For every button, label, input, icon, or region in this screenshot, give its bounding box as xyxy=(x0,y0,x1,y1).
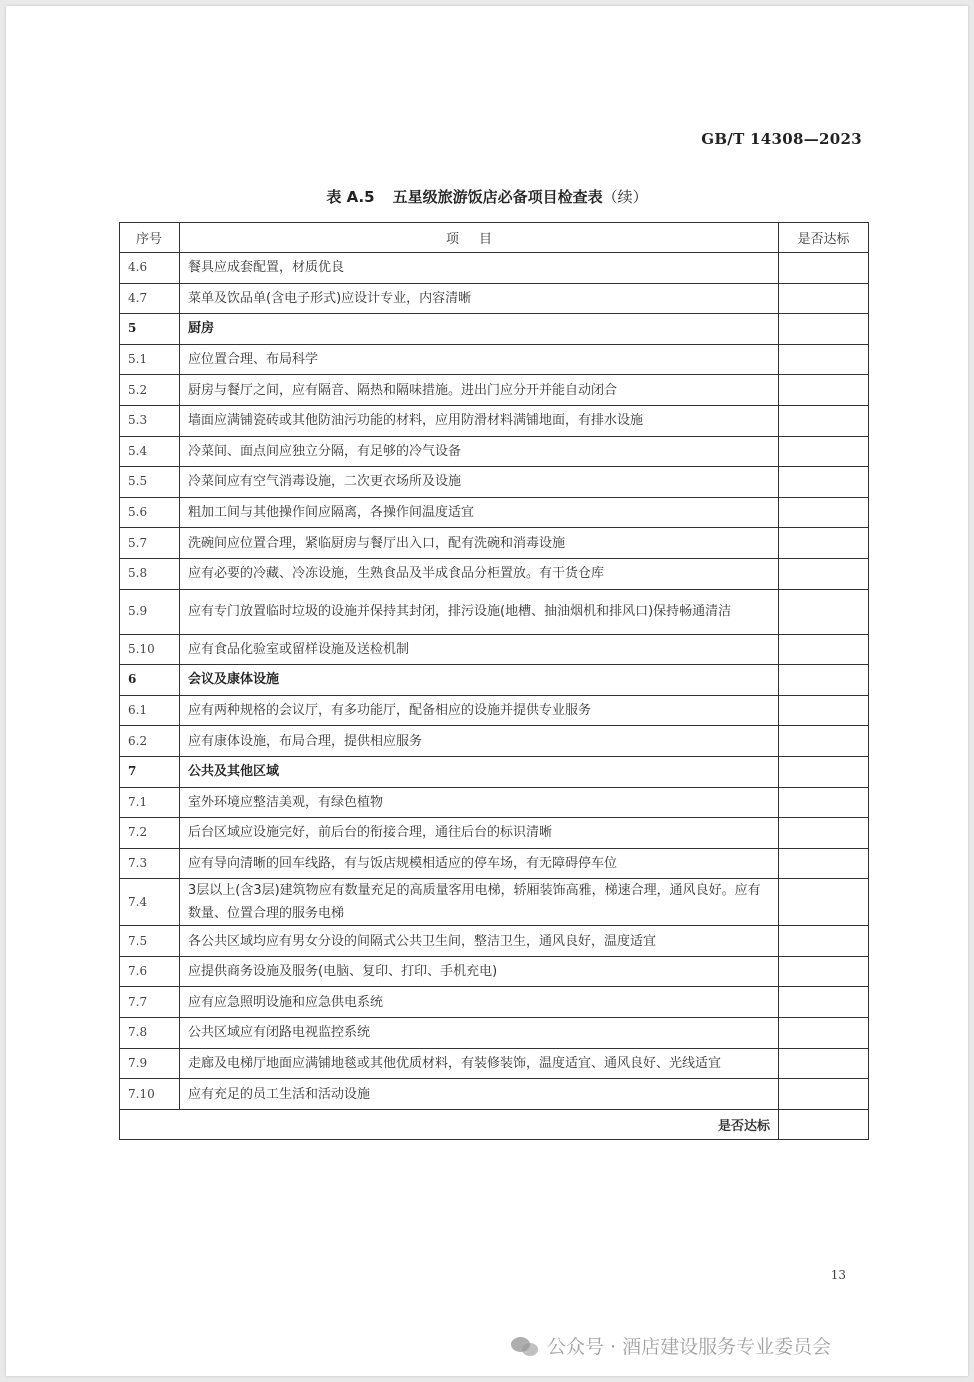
row-pass-cell xyxy=(779,436,869,467)
row-pass-cell xyxy=(779,634,869,665)
table-row xyxy=(120,956,869,987)
table-title-label: 表 A.5 xyxy=(326,188,375,206)
table-title-main: 五星级旅游饭店必备项目检查表 xyxy=(392,188,603,206)
table-header-row xyxy=(120,223,869,253)
row-pass-cell xyxy=(779,756,869,787)
row-item-text: 应有专门放置临时垃圾的设施并保持其封闭，排污设施(地槽、抽油烟机和排风口)保持畅通清洁 xyxy=(180,589,779,634)
row-pass-cell xyxy=(779,283,869,314)
table-row xyxy=(120,987,869,1018)
row-item-text: 应有应急照明设施和应急供电系统 xyxy=(180,987,779,1018)
table-footer-row xyxy=(120,1109,869,1139)
table-row xyxy=(120,818,869,849)
row-number: 7.2 xyxy=(120,818,180,849)
row-number: 5.5 xyxy=(120,467,180,498)
row-pass-cell xyxy=(779,818,869,849)
table-row xyxy=(120,1048,869,1079)
row-number: 5.6 xyxy=(120,497,180,528)
row-number: 7.10 xyxy=(120,1079,180,1110)
row-number: 7.6 xyxy=(120,956,180,987)
table-title-suffix: （续） xyxy=(602,188,648,206)
row-item-text: 3层以上(含3层)建筑物应有数量充足的高质量客用电梯，轿厢装饰高雅，梯速合理，通风良好。应有数量、位置合理的服务电梯 xyxy=(180,879,779,926)
row-number: 5 xyxy=(120,314,180,345)
table-row xyxy=(120,253,869,284)
row-number: 5.3 xyxy=(120,405,180,436)
table-row xyxy=(120,497,869,528)
column-header-item: 项目 xyxy=(180,223,779,253)
table-row xyxy=(120,1018,869,1049)
row-pass-cell xyxy=(779,1048,869,1079)
table-section-row xyxy=(120,314,869,345)
table-title xyxy=(6,186,968,207)
row-number: 5.9 xyxy=(120,589,180,634)
row-number: 7.3 xyxy=(120,848,180,879)
row-item-text: 后台区域应设施完好，前后台的衔接合理，通往后台的标识清晰 xyxy=(180,818,779,849)
watermark-text: 公众号 · 酒店建设服务专业委员会 xyxy=(547,1336,832,1358)
table-row xyxy=(120,695,869,726)
row-item-text: 室外环境应整洁美观，有绿色植物 xyxy=(180,787,779,818)
row-item-text: 应提供商务设施及服务(电脑、复印、打印、手机充电) xyxy=(180,956,779,987)
row-pass-cell xyxy=(779,879,869,926)
row-item-text: 应有两种规格的会议厅，有多功能厅，配备相应的设施并提供专业服务 xyxy=(180,695,779,726)
standard-code: GB/T 14308—2023 xyxy=(701,130,862,148)
row-item-text: 公共区域应有闭路电视监控系统 xyxy=(180,1018,779,1049)
row-item-text: 应有康体设施，布局合理，提供相应服务 xyxy=(180,726,779,757)
table-row xyxy=(120,848,869,879)
table-row xyxy=(120,879,869,926)
row-item-text: 菜单及饮品单(含电子形式)应设计专业，内容清晰 xyxy=(180,283,779,314)
table-row xyxy=(120,726,869,757)
row-pass-cell xyxy=(779,848,869,879)
row-pass-cell xyxy=(779,528,869,559)
row-number: 7.9 xyxy=(120,1048,180,1079)
row-pass-cell xyxy=(779,665,869,696)
row-item-text: 应有导向清晰的回车线路，有与饭店规模相适应的停车场，有无障碍停车位 xyxy=(180,848,779,879)
table-row xyxy=(120,344,869,375)
row-number: 5.1 xyxy=(120,344,180,375)
row-pass-cell xyxy=(779,558,869,589)
table-row xyxy=(120,634,869,665)
row-number: 5.8 xyxy=(120,558,180,589)
row-item-text: 墙面应满铺瓷砖或其他防油污功能的材料，应用防滑材料满铺地面，有排水设施 xyxy=(180,405,779,436)
table-row xyxy=(120,405,869,436)
table-row xyxy=(120,467,869,498)
row-pass-cell xyxy=(779,956,869,987)
row-pass-cell xyxy=(779,314,869,345)
column-header-num: 序号 xyxy=(120,223,180,253)
row-pass-cell xyxy=(779,1018,869,1049)
row-number: 5.7 xyxy=(120,528,180,559)
row-item-text: 应有必要的冷藏、冷冻设施，生熟食品及半成食品分柜置放。有干货仓库 xyxy=(180,558,779,589)
row-number: 7.4 xyxy=(120,879,180,926)
row-number: 5.4 xyxy=(120,436,180,467)
row-pass-cell xyxy=(779,987,869,1018)
row-number: 6.2 xyxy=(120,726,180,757)
row-item-text: 会议及康体设施 xyxy=(180,665,779,696)
table-row xyxy=(120,528,869,559)
table-row xyxy=(120,375,869,406)
row-number: 5.2 xyxy=(120,375,180,406)
row-number: 4.7 xyxy=(120,283,180,314)
watermark xyxy=(511,1332,831,1359)
row-number: 7.5 xyxy=(120,926,180,957)
footer-pass-cell xyxy=(779,1109,869,1139)
row-item-text: 粗加工间与其他操作间应隔离，各操作间温度适宜 xyxy=(180,497,779,528)
checklist-table xyxy=(119,222,869,1140)
row-item-text: 应有充足的员工生活和活动设施 xyxy=(180,1079,779,1110)
footer-pass-label: 是否达标 xyxy=(120,1109,779,1139)
row-pass-cell xyxy=(779,375,869,406)
row-item-text: 厨房与餐厅之间，应有隔音、隔热和隔味措施。进出门应分开并能自动闭合 xyxy=(180,375,779,406)
table-row xyxy=(120,436,869,467)
row-number: 6.1 xyxy=(120,695,180,726)
row-number: 7.8 xyxy=(120,1018,180,1049)
table-row xyxy=(120,558,869,589)
row-number: 7.1 xyxy=(120,787,180,818)
row-number: 4.6 xyxy=(120,253,180,284)
row-pass-cell xyxy=(779,589,869,634)
row-item-text: 洗碗间应位置合理，紧临厨房与餐厅出入口，配有洗碗和消毒设施 xyxy=(180,528,779,559)
row-item-text: 应位置合理、布局科学 xyxy=(180,344,779,375)
row-pass-cell xyxy=(779,726,869,757)
table-row xyxy=(120,589,869,634)
row-item-text: 冷菜间、面点间应独立分隔，有足够的冷气设备 xyxy=(180,436,779,467)
document-page xyxy=(6,6,968,1376)
row-number: 6 xyxy=(120,665,180,696)
row-item-text: 餐具应成套配置，材质优良 xyxy=(180,253,779,284)
row-item-text: 公共及其他区域 xyxy=(180,756,779,787)
row-pass-cell xyxy=(779,926,869,957)
row-item-text: 冷菜间应有空气消毒设施，二次更衣场所及设施 xyxy=(180,467,779,498)
table-row xyxy=(120,283,869,314)
table-row xyxy=(120,1079,869,1110)
row-number: 7 xyxy=(120,756,180,787)
row-item-text: 厨房 xyxy=(180,314,779,345)
row-pass-cell xyxy=(779,1079,869,1110)
table-section-row xyxy=(120,665,869,696)
table-row xyxy=(120,926,869,957)
row-item-text: 应有食品化验室或留样设施及送检机制 xyxy=(180,634,779,665)
row-number: 7.7 xyxy=(120,987,180,1018)
row-item-text: 走廊及电梯厅地面应满铺地毯或其他优质材料，有装修装饰，温度适宜、通风良好、光线适宜 xyxy=(180,1048,779,1079)
wechat-icon xyxy=(511,1335,539,1357)
row-pass-cell xyxy=(779,405,869,436)
row-pass-cell xyxy=(779,695,869,726)
row-pass-cell xyxy=(779,497,869,528)
row-number: 5.10 xyxy=(120,634,180,665)
row-pass-cell xyxy=(779,253,869,284)
row-pass-cell xyxy=(779,344,869,375)
page-number: 13 xyxy=(830,1268,846,1282)
table-section-row xyxy=(120,756,869,787)
table-body xyxy=(120,253,869,1110)
row-pass-cell xyxy=(779,787,869,818)
row-pass-cell xyxy=(779,467,869,498)
table-row xyxy=(120,787,869,818)
column-header-pass: 是否达标 xyxy=(779,223,869,253)
row-item-text: 各公共区域均应有男女分设的间隔式公共卫生间，整洁卫生，通风良好，温度适宜 xyxy=(180,926,779,957)
